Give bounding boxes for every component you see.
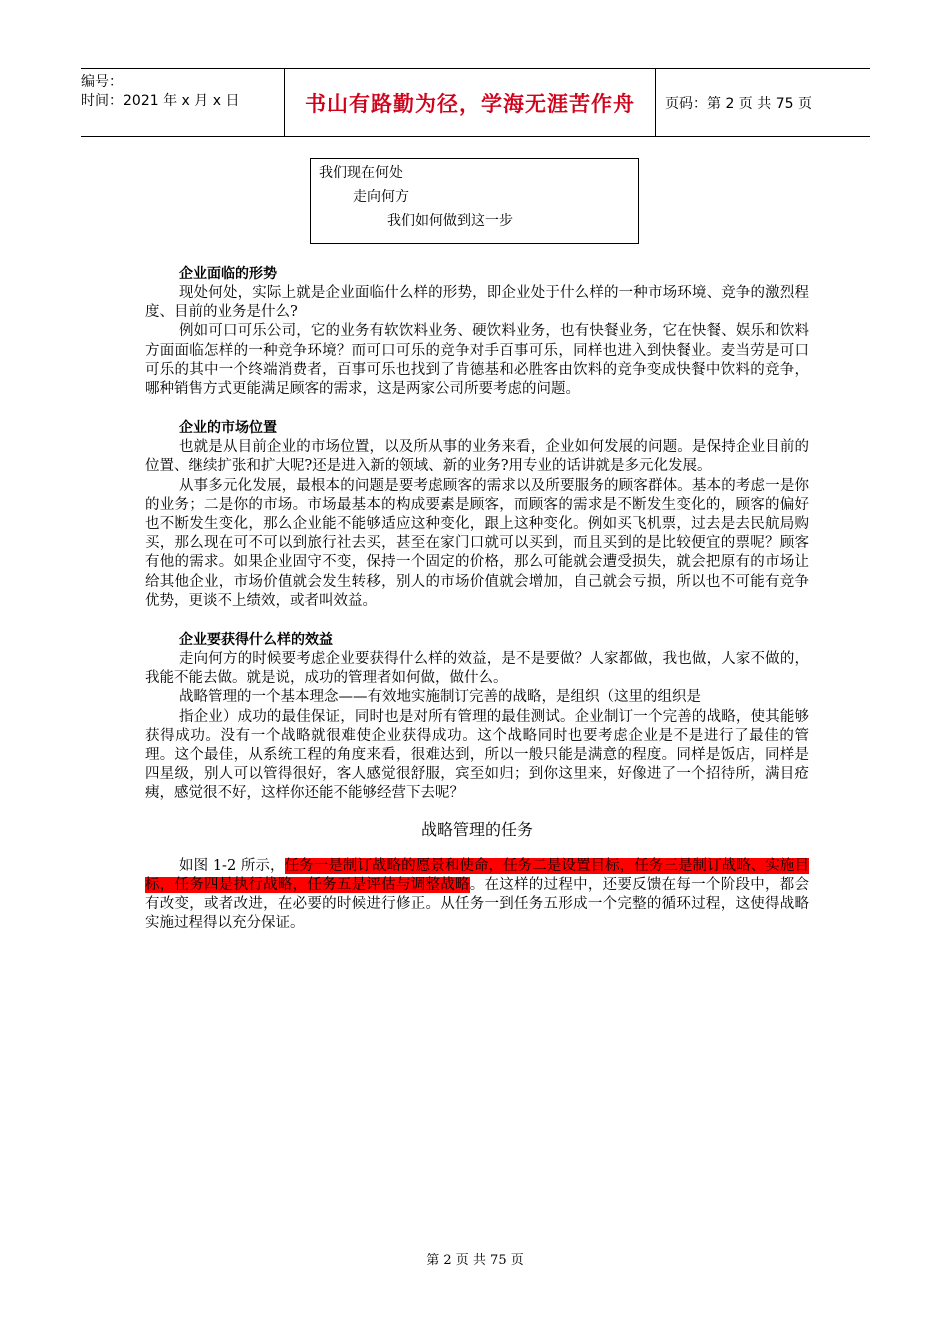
header-motto: 书山有路勤为径，学海无涯苦作舟 (305, 91, 635, 116)
question-where-to: 走向何方 (353, 189, 409, 205)
section-title: 企业面临的形势 (179, 266, 277, 282)
question-where-now: 我们现在何处 (319, 165, 403, 181)
section-title: 企业要获得什么样的效益 (179, 632, 333, 649)
section-heading-strategy-tasks: 战略管理的任务 (420, 819, 533, 839)
header-page-info: 页码：第 2 页 共 75 页 (665, 95, 812, 112)
document-body (145, 264, 809, 934)
section-title: 企业的市场位置 (179, 420, 277, 437)
paragraph: 战略管理的一个基本理念——有效地实施制订完善的战略，是组织（这里的组织是 (179, 689, 701, 706)
paragraph: 从事多元化发展，最根本的问题是要考虑顾客的需求以及所要服务的顾客群体。基本的考虑一是你的业务；二是你的市场。市场最基本的构成要素是顾客，而顾客的需求是不断发生变化的，顾客的偏好也不断发生变化，那么企业能不能够适应这种变化，跟上这种变化。例如买飞机票，过去是去民航局购买，那么现在可不可以到旅行社去买，甚至在家门口就可以买到，而且买到的是比较便宜的票呢？顾客有他的需求。如果企业固守不变，保持一个固定的价格，那么可能就会遭受损失，就会把原有的市场让给其他企业，市场价值就会发生转移，别人的市场价值就会增加，自己就会亏损，所以也不可能有竞争优势，更谈不上绩效，或者叫效益。 (145, 477, 809, 609)
page-footer: 第 2 页 共 75 页 (426, 1253, 524, 1268)
doc-date: 时间：2021 年 x 月 x 日 (81, 93, 240, 109)
tasks-highlight: 任务一是制订战略的愿景和使命，任务二是设置目标，任务三是制订战略、实施目标，任务四是执行战略，任务五是评估与调整战略 (145, 857, 809, 894)
doc-number-label: 编号： (81, 74, 123, 90)
paragraph: 走向何方的时候要考虑企业要获得什么样的效益，是不是要做？人家都做，我也做，人家不做的，我能不能去做。就是说，成功的管理者如何做，做什么。 (145, 651, 809, 687)
tasks-rest: 。在这样的过程中，还要反馈在每一个阶段中，都会有改变，或者改进，在必要的时候进行修正。从任务一到任务五形成一个完整的循环过程，这使得战略实施过程得以充分保证。 (145, 877, 809, 932)
paragraph: 例如可口可乐公司，它的业务有软饮料业务、硬饮料业务，也有快餐业务，它在快餐、娱乐和饮料方面面临怎样的一种竞争环境？而可口可乐的竞争对手百事可乐，同样也进入到快餐业。麦当劳是可口可乐的其中一个终端消费者，百事可乐也找到了肯德基和必胜客由饮料的竞争变成快餐中饮料的竞争，哪种销售方式更能满足顾客的需求，这是两家公司所要考虑的问题。 (145, 323, 809, 398)
paragraph: 指企业）成功的最佳保证，同时也是对所有管理的最佳测试。企业制订一个完善的战略，使其能够获得成功。没有一个战略就很难使企业获得成功。这个战略同时也要考虑企业是不是进行了最佳的管理。这个最佳，从系统工程的角度来看，很难达到，所以一般只能是满意的程度。同样是饭店，同样是四星级，别人可以管得很好，客人感觉很舒服，宾至如归；到你这里来，好像进了一个招待所，满目疮痍，感觉很不好，这样你还能不能够经营下去呢？ (145, 708, 809, 802)
header-meta (81, 69, 284, 136)
paragraph: 也就是从目前企业的市场位置，以及所从事的业务来看，企业如何发展的问题。是保持企业目前的位置、继续扩张和扩大呢?还是进入新的领域、新的业务?用专业的话讲就是多元化发展。 (145, 439, 809, 475)
strategy-questions-box (310, 158, 639, 244)
page-header (81, 68, 870, 137)
paragraph: 现处何处，实际上就是企业面临什么样的形势，即企业处于什么样的一种市场环境、竞争的激烈程度、目前的业务是什么? (145, 285, 809, 321)
header-motto-cell (284, 69, 656, 136)
tasks-intro: 如图 1-2 所示， (179, 857, 285, 874)
paragraph-tasks (145, 857, 809, 934)
question-how: 我们如何做到这一步 (387, 213, 513, 229)
